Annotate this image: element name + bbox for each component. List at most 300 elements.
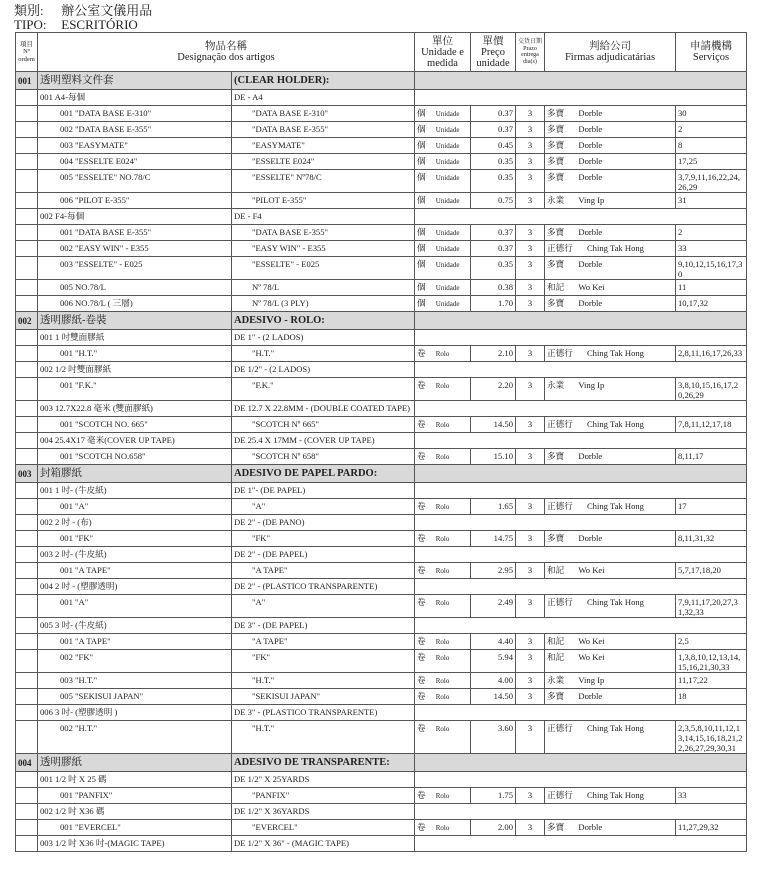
firm-zh: 多寶 bbox=[547, 227, 565, 237]
services: 2,5 bbox=[676, 634, 747, 650]
section-number: 003 bbox=[16, 465, 38, 483]
item-name-zh bbox=[38, 595, 232, 618]
services: 2,8,11,16,17,26,33 bbox=[676, 346, 747, 362]
type-line bbox=[14, 18, 138, 31]
item-name-zh bbox=[38, 280, 232, 296]
group-row bbox=[16, 483, 747, 499]
group-indent bbox=[16, 579, 38, 595]
group-label-zh: 1/2 吋 X36 吋-(MAGIC TAPE) bbox=[55, 838, 165, 848]
group-name-pt: DE 1"- (DE PAPEL) bbox=[232, 483, 415, 499]
table-row bbox=[16, 241, 747, 257]
firm-name: Dorble bbox=[578, 259, 603, 269]
group-indent bbox=[16, 433, 38, 449]
unit-zh: 個 bbox=[417, 108, 426, 118]
unit-cell bbox=[415, 721, 471, 754]
delivery-days: 3 bbox=[516, 595, 545, 618]
unit-price: 0.35 bbox=[471, 154, 516, 170]
unit-zh: 個 bbox=[417, 140, 426, 150]
item-number: 005 bbox=[60, 691, 73, 701]
section-row bbox=[16, 312, 747, 330]
group-indent bbox=[16, 401, 38, 417]
table-row bbox=[16, 499, 747, 515]
group-name-zh bbox=[38, 547, 232, 563]
unit-pt: Rolo bbox=[435, 638, 450, 646]
group-number: 004 bbox=[40, 435, 53, 445]
group-number: 003 bbox=[40, 838, 53, 848]
firm-name: Ving Ip bbox=[578, 675, 605, 685]
group-indent bbox=[16, 547, 38, 563]
table-row bbox=[16, 788, 747, 804]
table-row bbox=[16, 106, 747, 122]
unit-zh: 卷 bbox=[417, 790, 426, 800]
firm-zh: 多寶 bbox=[547, 259, 565, 269]
group-number: 002 bbox=[40, 517, 53, 527]
unit-price: 4.40 bbox=[471, 634, 516, 650]
unit-cell bbox=[415, 531, 471, 547]
item-name-zh bbox=[38, 417, 232, 433]
table-header-row bbox=[16, 33, 747, 72]
item-name-pt: "ESSELTE" - E025 bbox=[232, 257, 415, 280]
unit-price: 0.35 bbox=[471, 257, 516, 280]
table-row bbox=[16, 296, 747, 312]
item-name-zh bbox=[38, 650, 232, 673]
unit-pt: Rolo bbox=[435, 567, 450, 575]
item-indent bbox=[16, 170, 38, 193]
unit-zh: 個 bbox=[417, 156, 426, 166]
section-row bbox=[16, 72, 747, 90]
unit-price: 14.50 bbox=[471, 417, 516, 433]
unit-pt: Rolo bbox=[435, 824, 450, 832]
group-indent bbox=[16, 836, 38, 852]
group-name-pt: DE 3" - (PLASTICO TRANSPARENTE) bbox=[232, 705, 415, 721]
delivery-days: 3 bbox=[516, 449, 545, 465]
item-name-pt: "FK" bbox=[232, 650, 415, 673]
delivery-days: 3 bbox=[516, 788, 545, 804]
firm-name: Ching Tak Hong bbox=[586, 419, 644, 429]
group-name-zh bbox=[38, 515, 232, 531]
unit-zh: 個 bbox=[417, 282, 426, 292]
unit-price: 0.37 bbox=[471, 241, 516, 257]
unit-zh: 卷 bbox=[417, 597, 426, 607]
firm-name: Wo Kei bbox=[578, 636, 605, 646]
item-name-zh bbox=[38, 296, 232, 312]
unit-cell bbox=[415, 296, 471, 312]
group-row bbox=[16, 330, 747, 346]
table-row bbox=[16, 346, 747, 362]
group-blank bbox=[415, 772, 747, 788]
services: 31 bbox=[676, 193, 747, 209]
group-row bbox=[16, 433, 747, 449]
firm-name: Ving Ip bbox=[578, 380, 605, 390]
item-indent bbox=[16, 595, 38, 618]
services: 2 bbox=[676, 225, 747, 241]
group-label-zh: 1/2 吋 X 25 碼 bbox=[55, 774, 107, 784]
item-number: 001 bbox=[60, 636, 73, 646]
unit-price: 0.75 bbox=[471, 193, 516, 209]
group-row bbox=[16, 836, 747, 852]
item-label-zh: "ESSELTE E024" bbox=[75, 156, 138, 166]
unit-price: 0.37 bbox=[471, 122, 516, 138]
item-name-pt: "H.T." bbox=[232, 673, 415, 689]
item-name-pt: "EASYMATE" bbox=[232, 138, 415, 154]
unit-pt: Unidade bbox=[435, 110, 460, 118]
group-number: 001 bbox=[40, 485, 53, 495]
item-number: 006 bbox=[60, 298, 73, 308]
item-number: 002 bbox=[60, 243, 73, 253]
table-row bbox=[16, 563, 747, 579]
item-name-pt: "F.K." bbox=[232, 378, 415, 401]
section-blank bbox=[415, 72, 747, 90]
item-label-zh: "EASYMATE" bbox=[75, 140, 128, 150]
table-row bbox=[16, 257, 747, 280]
delivery-days: 3 bbox=[516, 820, 545, 836]
group-blank bbox=[415, 330, 747, 346]
delivery-days: 3 bbox=[516, 154, 545, 170]
group-name-zh bbox=[38, 618, 232, 634]
group-indent bbox=[16, 362, 38, 378]
type-value: ESCRITÓRIO bbox=[61, 17, 138, 32]
group-label-zh: 3 吋- (塑膠透明 ) bbox=[55, 707, 118, 717]
unit-zh: 個 bbox=[417, 259, 426, 269]
group-label-zh: 1/2 吋 X36 碼 bbox=[55, 806, 105, 816]
group-blank bbox=[415, 515, 747, 531]
unit-zh: 卷 bbox=[417, 565, 426, 575]
firm-zh: 永業 bbox=[547, 380, 565, 390]
firm-name: Dorble bbox=[578, 822, 603, 832]
firm-cell bbox=[545, 531, 676, 547]
group-blank bbox=[415, 836, 747, 852]
section-blank bbox=[415, 312, 747, 330]
col-header-unit: 單位 Unidade e medida bbox=[415, 33, 471, 72]
unit-pt: Unidade bbox=[435, 142, 460, 150]
item-number: 001 bbox=[60, 501, 73, 511]
delivery-days: 3 bbox=[516, 138, 545, 154]
firm-cell bbox=[545, 122, 676, 138]
table-row bbox=[16, 122, 747, 138]
unit-cell bbox=[415, 378, 471, 401]
unit-zh: 個 bbox=[417, 243, 426, 253]
section-row bbox=[16, 465, 747, 483]
firm-zh: 正德行 bbox=[547, 790, 573, 800]
unit-price: 15.10 bbox=[471, 449, 516, 465]
firm-zh: 多寶 bbox=[547, 533, 565, 543]
item-indent bbox=[16, 225, 38, 241]
unit-cell bbox=[415, 257, 471, 280]
firm-cell bbox=[545, 673, 676, 689]
item-name-zh bbox=[38, 820, 232, 836]
unit-pt: Rolo bbox=[435, 535, 450, 543]
col-header-services: 申請機構 Serviços bbox=[676, 33, 747, 72]
item-label-zh: "F.K." bbox=[75, 380, 97, 390]
unit-cell bbox=[415, 788, 471, 804]
item-number: 001 bbox=[60, 348, 73, 358]
unit-pt: Rolo bbox=[435, 654, 450, 662]
table-body bbox=[16, 72, 747, 852]
group-indent bbox=[16, 330, 38, 346]
section-name-pt: (CLEAR HOLDER): bbox=[232, 72, 415, 90]
firm-cell bbox=[545, 106, 676, 122]
group-indent bbox=[16, 804, 38, 820]
item-label-zh: "EVERCEL" bbox=[75, 822, 121, 832]
item-name-zh bbox=[38, 138, 232, 154]
item-indent bbox=[16, 122, 38, 138]
item-indent bbox=[16, 106, 38, 122]
unit-zh: 卷 bbox=[417, 451, 426, 461]
group-name-zh bbox=[38, 836, 232, 852]
group-label-zh: 1 吋- (牛皮紙) bbox=[55, 485, 107, 495]
group-label-zh: 3 吋- (牛皮紙) bbox=[55, 620, 107, 630]
group-blank bbox=[415, 362, 747, 378]
unit-price: 1.75 bbox=[471, 788, 516, 804]
delivery-days: 3 bbox=[516, 378, 545, 401]
unit-cell bbox=[415, 820, 471, 836]
item-label-zh: "H.T." bbox=[75, 675, 98, 685]
item-indent bbox=[16, 531, 38, 547]
group-name-pt: DE - F4 bbox=[232, 209, 415, 225]
group-name-pt: DE 3" - (DE PAPEL) bbox=[232, 618, 415, 634]
firm-cell bbox=[545, 257, 676, 280]
group-label-zh: 1/2 吋雙面膠紙 bbox=[55, 364, 112, 374]
group-indent bbox=[16, 618, 38, 634]
group-blank bbox=[415, 433, 747, 449]
unit-price: 2.49 bbox=[471, 595, 516, 618]
services: 11 bbox=[676, 280, 747, 296]
group-indent bbox=[16, 705, 38, 721]
delivery-days: 3 bbox=[516, 417, 545, 433]
unit-cell bbox=[415, 689, 471, 705]
unit-cell bbox=[415, 122, 471, 138]
group-number: 001 bbox=[40, 774, 53, 784]
item-number: 001 bbox=[60, 597, 73, 607]
unit-zh: 個 bbox=[417, 124, 426, 134]
group-row bbox=[16, 772, 747, 788]
unit-cell bbox=[415, 106, 471, 122]
firm-zh: 多寶 bbox=[547, 140, 565, 150]
group-number: 001 bbox=[40, 332, 53, 342]
item-indent bbox=[16, 499, 38, 515]
unit-pt: Rolo bbox=[435, 453, 450, 461]
firm-zh: 正德行 bbox=[547, 501, 573, 511]
item-name-zh bbox=[38, 122, 232, 138]
item-indent bbox=[16, 820, 38, 836]
unit-cell bbox=[415, 449, 471, 465]
group-blank bbox=[415, 547, 747, 563]
firm-cell bbox=[545, 788, 676, 804]
item-name-zh bbox=[38, 721, 232, 754]
firm-cell bbox=[545, 296, 676, 312]
firm-zh: 多寶 bbox=[547, 691, 565, 701]
section-name-pt: ADESIVO DE TRANSPARENTE: bbox=[232, 754, 415, 772]
col-header-firm: 判給公司 Firmas adjudicatárias bbox=[545, 33, 676, 72]
firm-name: Ving Ip bbox=[578, 195, 605, 205]
unit-price: 5.94 bbox=[471, 650, 516, 673]
unit-pt: Unidade bbox=[435, 245, 460, 253]
firm-zh: 多寶 bbox=[547, 822, 565, 832]
firm-cell bbox=[545, 650, 676, 673]
item-name-zh bbox=[38, 499, 232, 515]
item-number: 002 bbox=[60, 723, 73, 733]
services: 1,3,8,10,12,13,14,15,16,21,30,33 bbox=[676, 650, 747, 673]
item-name-zh bbox=[38, 106, 232, 122]
item-indent bbox=[16, 650, 38, 673]
unit-cell bbox=[415, 650, 471, 673]
services: 11,27,29,32 bbox=[676, 820, 747, 836]
table-row bbox=[16, 417, 747, 433]
delivery-days: 3 bbox=[516, 499, 545, 515]
firm-cell bbox=[545, 225, 676, 241]
delivery-days: 3 bbox=[516, 170, 545, 193]
items-table bbox=[15, 32, 747, 852]
group-number: 002 bbox=[40, 364, 53, 374]
item-name-pt: "H.T." bbox=[232, 721, 415, 754]
item-name-pt: "ESSELTE" Nº78/C bbox=[232, 170, 415, 193]
unit-cell bbox=[415, 154, 471, 170]
unit-cell bbox=[415, 417, 471, 433]
group-row bbox=[16, 804, 747, 820]
services: 17,25 bbox=[676, 154, 747, 170]
item-name-zh bbox=[38, 257, 232, 280]
firm-cell bbox=[545, 154, 676, 170]
item-indent bbox=[16, 296, 38, 312]
unit-cell bbox=[415, 170, 471, 193]
item-indent bbox=[16, 280, 38, 296]
unit-zh: 卷 bbox=[417, 822, 426, 832]
section-number: 004 bbox=[16, 754, 38, 772]
table-row bbox=[16, 673, 747, 689]
services: 2,3,5,8,10,11,12,13,14,15,16,18,21,22,26,27,29,30,31 bbox=[676, 721, 747, 754]
group-blank bbox=[415, 579, 747, 595]
unit-price: 0.38 bbox=[471, 280, 516, 296]
item-number: 003 bbox=[60, 675, 73, 685]
firm-zh: 多寶 bbox=[547, 298, 565, 308]
group-row bbox=[16, 547, 747, 563]
unit-pt: Unidade bbox=[435, 300, 460, 308]
unit-zh: 卷 bbox=[417, 419, 426, 429]
group-name-pt: DE 1/2" X 36YARDS bbox=[232, 804, 415, 820]
unit-price: 2.10 bbox=[471, 346, 516, 362]
unit-pt: Rolo bbox=[435, 382, 450, 390]
firm-zh: 和記 bbox=[547, 282, 565, 292]
unit-zh: 卷 bbox=[417, 723, 426, 733]
item-number: 005 bbox=[60, 282, 73, 292]
unit-cell bbox=[415, 563, 471, 579]
item-name-pt: "A TAPE" bbox=[232, 563, 415, 579]
table-row bbox=[16, 634, 747, 650]
item-label-zh: NO.78/L bbox=[75, 282, 106, 292]
delivery-days: 3 bbox=[516, 563, 545, 579]
item-indent bbox=[16, 257, 38, 280]
item-name-pt: Nº 78/L bbox=[232, 280, 415, 296]
unit-cell bbox=[415, 280, 471, 296]
services: 30 bbox=[676, 106, 747, 122]
unit-zh: 卷 bbox=[417, 691, 426, 701]
group-label-zh: A4-每個 bbox=[54, 92, 86, 102]
item-name-pt: "PILOT E-355" bbox=[232, 193, 415, 209]
group-row bbox=[16, 618, 747, 634]
item-indent bbox=[16, 449, 38, 465]
item-name-pt: "DATA BASE E-355" bbox=[232, 122, 415, 138]
services: 3,8,10,15,16,17,20,26,29 bbox=[676, 378, 747, 401]
unit-cell bbox=[415, 595, 471, 618]
category-value: 辦公室文儀用品 bbox=[61, 3, 153, 18]
group-number: 006 bbox=[40, 707, 53, 717]
group-label-zh: 2 吋 - (塑膠透明) bbox=[55, 581, 118, 591]
item-name-zh bbox=[38, 378, 232, 401]
item-name-zh bbox=[38, 154, 232, 170]
unit-pt: Rolo bbox=[435, 421, 450, 429]
delivery-days: 3 bbox=[516, 122, 545, 138]
unit-pt: Unidade bbox=[435, 126, 460, 134]
item-name-pt: "H.T." bbox=[232, 346, 415, 362]
delivery-days: 3 bbox=[516, 193, 545, 209]
unit-pt: Rolo bbox=[435, 792, 450, 800]
firm-cell bbox=[545, 634, 676, 650]
item-name-zh bbox=[38, 563, 232, 579]
firm-zh: 正德行 bbox=[547, 243, 573, 253]
group-blank bbox=[415, 401, 747, 417]
item-name-pt: "SCOTCH Nº 658" bbox=[232, 449, 415, 465]
unit-pt: Rolo bbox=[435, 350, 450, 358]
item-number: 003 bbox=[60, 259, 73, 269]
table-row bbox=[16, 170, 747, 193]
services: 9,10,12,15,16,17,30 bbox=[676, 257, 747, 280]
delivery-days: 3 bbox=[516, 346, 545, 362]
unit-pt: Rolo bbox=[435, 599, 450, 607]
group-row bbox=[16, 401, 747, 417]
item-name-zh bbox=[38, 241, 232, 257]
unit-zh: 卷 bbox=[417, 348, 426, 358]
unit-pt: Unidade bbox=[435, 284, 460, 292]
firm-zh: 多寶 bbox=[547, 172, 565, 182]
item-label-zh: "EASY WIN" - E355 bbox=[75, 243, 149, 253]
item-name-pt: "DATA BASE E-310" bbox=[232, 106, 415, 122]
item-indent bbox=[16, 788, 38, 804]
firm-zh: 和記 bbox=[547, 652, 565, 662]
item-number: 003 bbox=[60, 140, 73, 150]
firm-cell bbox=[545, 449, 676, 465]
unit-pt: Unidade bbox=[435, 261, 460, 269]
table-row bbox=[16, 595, 747, 618]
services: 2 bbox=[676, 122, 747, 138]
group-row bbox=[16, 209, 747, 225]
item-label-zh: "FK" bbox=[75, 533, 94, 543]
unit-price: 14.50 bbox=[471, 689, 516, 705]
services: 17 bbox=[676, 499, 747, 515]
group-label-zh: F4-每個 bbox=[55, 211, 85, 221]
item-name-pt: "A" bbox=[232, 595, 415, 618]
type-label: TIPO: bbox=[14, 17, 47, 32]
firm-zh: 永業 bbox=[547, 195, 565, 205]
services: 33 bbox=[676, 241, 747, 257]
item-indent bbox=[16, 634, 38, 650]
firm-name: Wo Kei bbox=[578, 652, 605, 662]
group-name-pt: DE 1/2" X 25YARDS bbox=[232, 772, 415, 788]
group-row bbox=[16, 362, 747, 378]
unit-price: 2.00 bbox=[471, 820, 516, 836]
section-number: 002 bbox=[16, 312, 38, 330]
delivery-days: 3 bbox=[516, 257, 545, 280]
unit-cell bbox=[415, 225, 471, 241]
unit-price: 0.37 bbox=[471, 225, 516, 241]
group-name-zh bbox=[38, 401, 232, 417]
firm-zh: 正德行 bbox=[547, 419, 573, 429]
group-label-zh: 25.4X17 毫米(COVER UP TAPE) bbox=[55, 435, 175, 445]
unit-zh: 卷 bbox=[417, 501, 426, 511]
item-indent bbox=[16, 154, 38, 170]
firm-zh: 正德行 bbox=[547, 723, 573, 733]
group-number: 002 bbox=[40, 806, 53, 816]
section-row bbox=[16, 754, 747, 772]
